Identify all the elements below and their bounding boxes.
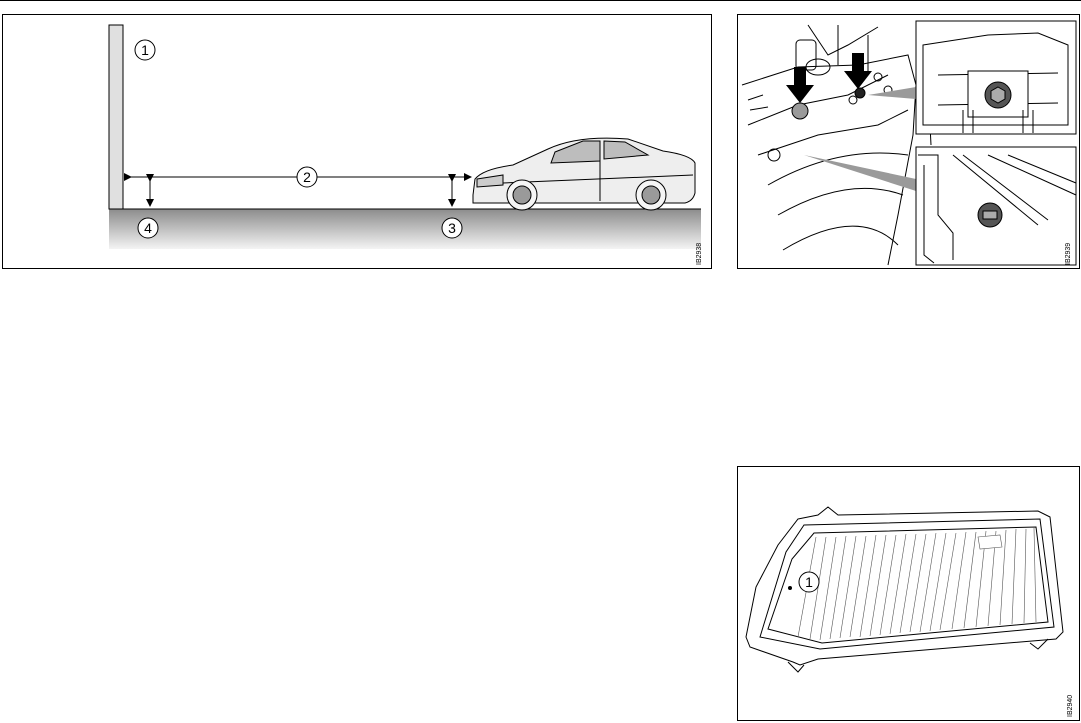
- aiming-diagram: [3, 15, 712, 269]
- svg-text:4: 4: [144, 220, 152, 236]
- svg-text:1: 1: [805, 574, 813, 590]
- figure-code: IB2939: [1065, 242, 1072, 265]
- ground-surface: [109, 209, 701, 249]
- car-illustration: [473, 138, 695, 210]
- figure-code: IB2940: [1067, 694, 1074, 717]
- headlight-aiming-figure: [2, 14, 712, 269]
- page-top-rule: [0, 0, 1081, 1]
- inset-upper: [916, 21, 1076, 134]
- adjuster-screw-right: [855, 88, 865, 98]
- wall: [109, 25, 123, 209]
- adjuster-diagram: [738, 15, 1080, 269]
- lens-diagram: [738, 467, 1080, 721]
- callout-3: [442, 218, 462, 238]
- inset-lower: [916, 147, 1076, 265]
- svg-text:3: 3: [448, 220, 456, 236]
- lens-outline: [746, 507, 1063, 672]
- headlamp-housing-drawing: [742, 25, 933, 265]
- callout-1: [788, 572, 819, 592]
- callout-1: [135, 40, 155, 60]
- callout-4: [138, 218, 158, 238]
- svg-text:1: 1: [141, 42, 149, 58]
- callout-2: [297, 167, 317, 187]
- headlamp-lens-figure: [737, 466, 1080, 721]
- adjuster-screw-left: [792, 103, 808, 119]
- headlight-adjuster-figure: [737, 14, 1080, 269]
- figure-code: IB2938: [696, 242, 703, 265]
- svg-text:2: 2: [303, 169, 311, 185]
